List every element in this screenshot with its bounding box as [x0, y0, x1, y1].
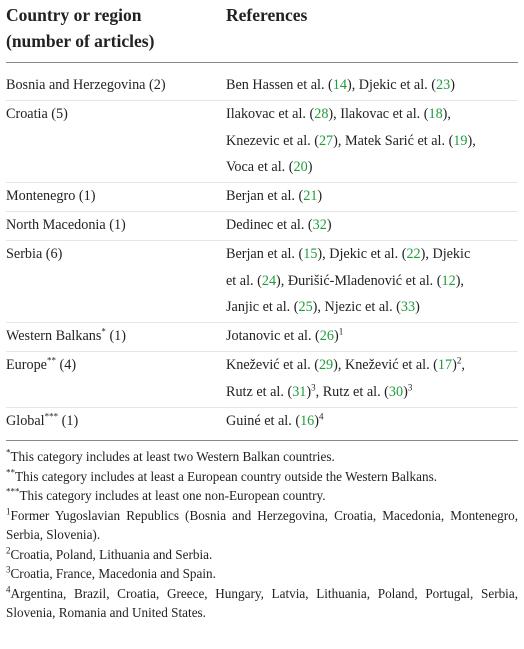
references-cell: Jotanovic et al. $(26)^1$: [226, 323, 518, 352]
references-cell: Dedinec et al. (32): [226, 212, 518, 241]
country-cell: Serbia (6): [6, 241, 226, 323]
reference-link[interactable]: 28: [314, 106, 329, 122]
table-row: [6, 241, 518, 323]
table-row: [6, 101, 518, 183]
references-cell: Berjan et al. (21): [226, 183, 518, 212]
reference-link[interactable]: 29: [318, 357, 334, 373]
reference-link[interactable]: 19: [453, 132, 468, 149]
references-cell: Knežević et al. (29), Knežević et al. $(17)^2$, Rutz et al. $(31)^3$, Rutz et al. $(30)^3$: [226, 352, 518, 408]
reference-link[interactable]: 32: [312, 217, 327, 233]
reference-link[interactable]: 23: [436, 77, 451, 93]
reference-link[interactable]: 17: [437, 357, 453, 373]
reference-link[interactable]: 25: [298, 299, 313, 315]
reference-link[interactable]: 22: [406, 246, 421, 262]
header-country: [6, 0, 226, 63]
footnote: $^3$Croatia, France, Macedonia and Spain.: [6, 564, 216, 581]
table-row: [6, 212, 518, 241]
table-footnotes: [6, 447, 518, 623]
footnote: $^4$Argentina, Brazil, Croatia, Greece, Hungary, Latvia, Lithuania, Poland, Portugal, Serbia, Slovenia, Romania and United States.: [6, 584, 518, 620]
references-cell: Ilakovac et al. (28), Ilakovac et al. (18), Knezevic et al. (27), Matek Sarić et al. (19), Voca et al. (20): [226, 101, 518, 183]
reference-link[interactable]: 24: [261, 272, 277, 289]
country-cell: Croatia (5): [6, 101, 226, 183]
header-country-line2: (number of articles): [6, 31, 155, 51]
footnote: **This category includes at least a European country outside the Western Balkans.: [6, 467, 438, 484]
header-references: References: [226, 5, 308, 25]
reference-link[interactable]: 16: [300, 412, 315, 429]
reference-link[interactable]: 26: [319, 328, 334, 344]
reference-link[interactable]: 20: [293, 159, 308, 175]
references-cell: Guiné et al. $(16)^4$: [226, 407, 518, 441]
table-row: [6, 407, 518, 441]
footnote: ***This category includes at least one non-European country.: [6, 486, 326, 503]
header-country-line1: Country or region: [6, 5, 142, 25]
table-row: [6, 63, 518, 101]
reference-link[interactable]: 33: [400, 299, 416, 315]
footnote-mark: 3: [311, 381, 316, 392]
references-cell: Ben Hassen et al. (14), Djekic et al. (23): [226, 77, 455, 93]
reference-link[interactable]: 12: [441, 272, 456, 289]
reference-link[interactable]: 18: [428, 106, 443, 122]
footnote-mark: 4: [318, 410, 324, 421]
footnote-mark: 2: [456, 355, 462, 366]
references-table: [6, 0, 518, 441]
footnote: *This category includes at least two Western Balkan countries.: [6, 447, 335, 464]
country-cell: North Macedonia (1): [6, 212, 226, 241]
footnote-mark: 3: [407, 381, 413, 392]
country-cell: Western Balkans* (1): [6, 323, 226, 352]
country-cell: Bosnia and Herzegovina (2): [6, 77, 166, 93]
country-cell: Europe** (4): [6, 352, 226, 408]
footnote: $^2$Croatia, Poland, Lithuania and Serbia.: [6, 545, 213, 562]
reference-link[interactable]: 21: [303, 188, 318, 204]
country-cell: Montenegro (1): [6, 183, 226, 212]
footnote: $^1$Former Yugoslavian Republics (Bosnia and Herzegovina, Croatia, Macedonia, Montenegro, Serbia, Slovenia).: [6, 506, 518, 542]
reference-link[interactable]: 30: [388, 383, 404, 400]
table-row: [6, 323, 518, 352]
table-row: [6, 183, 518, 212]
reference-link[interactable]: 14: [332, 77, 347, 93]
footnote-mark: *: [101, 326, 106, 337]
country-cell: Global*** (1): [6, 407, 226, 441]
table-body: [6, 63, 518, 441]
reference-link[interactable]: 31: [292, 383, 307, 400]
references-cell: Berjan et al. (15), Djekic et al. (22), Djekic et al. (24), Đurišić-Mladenović et al. (12), Janjic et al. (25), Njezic et al. (33): [226, 241, 518, 323]
footnote-mark: **: [46, 355, 56, 366]
reference-link[interactable]: 27: [318, 132, 334, 149]
table-header: [6, 0, 518, 63]
reference-link[interactable]: 15: [303, 246, 318, 262]
footnote-mark: 1: [338, 326, 344, 337]
table-row: [6, 352, 518, 408]
footnote-mark: ***: [44, 410, 59, 421]
